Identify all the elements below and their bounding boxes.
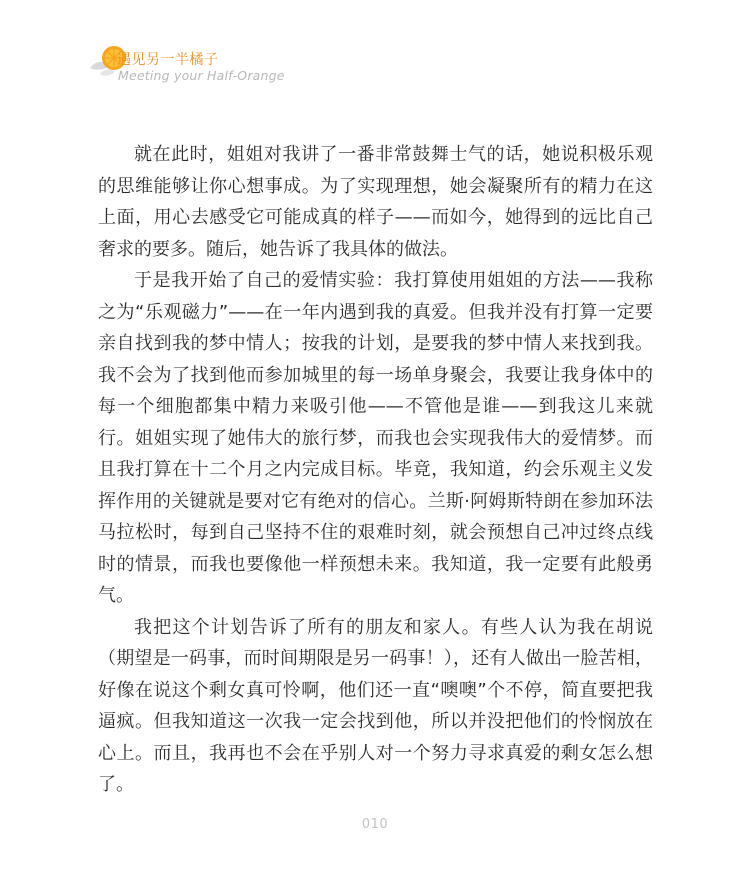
- logo-title-en: Meeting your Half-Orange: [118, 68, 285, 83]
- paragraph: 我把这个计划告诉了所有的朋友和家人。有些人认为我在胡说（期望是一码事，而时间期限是另一码事！），还有人做出一脸苦相，好像在说这个剩女真可怜啊，他们还一直“噢噢”个不停，简直要把我逼疯。但我知道这一次我一定会找到他，所以并没把他们的怜悯放在心上。而且，我再也不会在乎别人对一个努力寻求真爱的剩女怎么想了。: [98, 616, 653, 795]
- page-header: [88, 38, 318, 98]
- body-text: [98, 139, 653, 801]
- logo-title-cn: 遇见另一半橘子: [117, 52, 219, 68]
- paragraph: 就在此时，姐姐对我讲了一番非常鼓舞士气的话，她说积极乐观的思维能够让你心想事成。为了实现理想，她会凝聚所有的精力在这上面，用心去感受它可能成真的样子——而如今，她得到的远比自己奢求的要多。随后，她告诉了我具体的做法。: [98, 144, 653, 260]
- page-number: 010: [361, 817, 389, 832]
- paragraph: 于是我开始了自己的爱情实验：我打算使用姐姐的方法——我称之为“乐观磁力”——在一年内遇到我的真爱。但我并没有打算一定要亲自找到我的梦中情人；按我的计划，是要我的梦中情人来找到我。我不会为了找到他而参加城里的每一场单身聚会，我要让我身体中的每一个细胞都集中精力来吸引他——不管他是谁——到我这儿来就行。姐姐实现了她伟大的旅行梦，而我也会实现我伟大的爱情梦。而且我打算在十二个月之内完成目标。毕竟，我知道，约会乐观主义发挥作用的关键就是要对它有绝对的信心。兰斯·阿姆斯特朗在参加环法马拉松时，每到自己坚持不住的艰难时刻，就会预想自己冲过终点线时的情景，而我也要像他一样预想未来。我知道，我一定要有此般勇气。: [98, 270, 653, 606]
